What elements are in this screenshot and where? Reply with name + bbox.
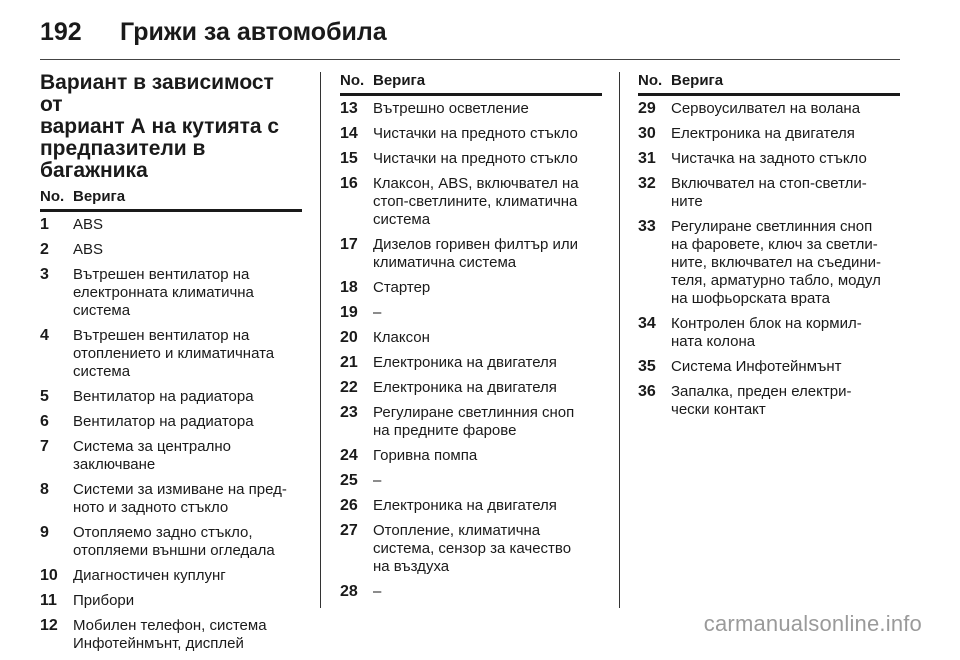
fuse-row bbox=[40, 567, 302, 585]
fuse-number: 25 bbox=[340, 472, 358, 489]
fuse-circuit: Дизелов горивен филтър или климатична система bbox=[373, 236, 579, 271]
fuse-number: 30 bbox=[638, 125, 656, 142]
fuse-circuit: Отопление, климатична система, сензор за качество на въздуха bbox=[373, 522, 572, 575]
fuse-row bbox=[340, 279, 602, 297]
fuse-row bbox=[40, 266, 302, 320]
fuse-number: 24 bbox=[340, 447, 358, 464]
page-title: Грижи за автомобила bbox=[120, 18, 387, 46]
fuse-circuit: Електроника на двигателя bbox=[373, 379, 557, 396]
fuse-number: 19 bbox=[340, 304, 358, 321]
fuse-number: 8 bbox=[40, 481, 49, 498]
fuse-row bbox=[340, 175, 602, 229]
fuse-circuit: Система за централно заключване bbox=[73, 438, 231, 473]
watermark: carmanualsonline.info bbox=[703, 611, 922, 636]
page-header bbox=[40, 12, 910, 52]
fuse-row bbox=[638, 383, 900, 419]
fuse-row bbox=[40, 617, 302, 653]
fuse-row bbox=[638, 358, 900, 376]
header-divider bbox=[40, 59, 900, 60]
fuse-circuit: Чистачки на предното стъкло bbox=[373, 125, 578, 142]
fuse-row bbox=[340, 447, 602, 465]
fuse-number: 21 bbox=[340, 354, 358, 371]
header-no: No. bbox=[638, 72, 663, 89]
fuse-circuit: Включвател на стоп-светли- ните bbox=[671, 175, 867, 210]
fuse-number: 2 bbox=[40, 241, 49, 258]
fuse-circuit: Сервоусилвател на волана bbox=[671, 100, 861, 117]
fuse-row bbox=[340, 304, 602, 322]
fuse-row bbox=[638, 125, 900, 143]
header-no: No. bbox=[40, 188, 65, 205]
table-header bbox=[340, 72, 602, 96]
table-header bbox=[638, 72, 900, 96]
fuse-circuit: Електроника на двигателя bbox=[671, 125, 855, 142]
fuse-number: 35 bbox=[638, 358, 656, 375]
fuse-number: 18 bbox=[340, 279, 358, 296]
fuse-number: 3 bbox=[40, 266, 49, 283]
fuse-number: 17 bbox=[340, 236, 358, 253]
fuse-row bbox=[40, 438, 302, 474]
column-divider-1 bbox=[320, 72, 321, 608]
fuse-row bbox=[40, 388, 302, 406]
fuse-row bbox=[40, 216, 302, 234]
section-title: Вариант в зависимост от вариант А на кутията с предпазители в багажника bbox=[40, 71, 280, 182]
fuse-number: 26 bbox=[340, 497, 358, 514]
fuse-circuit: – bbox=[373, 583, 382, 600]
fuse-number: 13 bbox=[340, 100, 358, 117]
fuse-row bbox=[340, 583, 602, 601]
fuse-number: 34 bbox=[638, 315, 656, 332]
fuse-row bbox=[340, 150, 602, 168]
fuse-circuit: Системи за измиване на пред- ното и задното стъкло bbox=[73, 481, 287, 516]
fuse-row bbox=[40, 413, 302, 431]
fuse-number: 28 bbox=[340, 583, 358, 600]
fuse-circuit: Чистачка на задното стъкло bbox=[671, 150, 867, 167]
header-no: No. bbox=[340, 72, 365, 89]
fuse-row bbox=[340, 379, 602, 397]
fuse-number: 14 bbox=[340, 125, 358, 142]
fuse-number: 1 bbox=[40, 216, 49, 233]
fuse-row bbox=[638, 218, 900, 308]
header-circuit: Верига bbox=[373, 72, 426, 89]
table-header bbox=[40, 188, 302, 212]
fuse-circuit: Регулиране светлинния сноп на фаровете, ключ за светли- ните, включвател на съедини- теля, арматурно табло, модул на шофьорската врата bbox=[671, 218, 881, 307]
fuse-number: 11 bbox=[40, 592, 57, 609]
fuse-number: 4 bbox=[40, 327, 49, 344]
fuse-number: 33 bbox=[638, 218, 656, 235]
page-number: 192 bbox=[40, 18, 82, 46]
header-circuit: Верига bbox=[73, 188, 126, 205]
fuse-circuit: Чистачки на предното стъкло bbox=[373, 150, 578, 167]
fuse-row bbox=[40, 524, 302, 560]
fuse-row bbox=[340, 472, 602, 490]
fuse-circuit: Електроника на двигателя bbox=[373, 497, 557, 514]
fuse-circuit: Вентилатор на радиатора bbox=[73, 388, 254, 405]
fuse-circuit: Регулиране светлинния сноп на предните фарове bbox=[373, 404, 575, 439]
fuse-number: 12 bbox=[40, 617, 58, 634]
fuse-number: 15 bbox=[340, 150, 358, 167]
fuse-circuit: Електроника на двигателя bbox=[373, 354, 557, 371]
fuse-list bbox=[340, 100, 602, 601]
fuse-row bbox=[40, 481, 302, 517]
fuse-circuit: Диагностичен куплунг bbox=[73, 567, 226, 584]
fuse-circuit: – bbox=[373, 304, 382, 321]
fuse-row bbox=[40, 592, 302, 610]
fuse-row bbox=[40, 241, 302, 259]
fuse-row bbox=[340, 329, 602, 347]
header-circuit: Верига bbox=[671, 72, 724, 89]
fuse-number: 9 bbox=[40, 524, 49, 541]
fuse-list bbox=[638, 100, 900, 419]
fuse-circuit: Контролен блок на кормил- ната колона bbox=[671, 315, 862, 350]
fuse-number: 36 bbox=[638, 383, 656, 400]
fuse-circuit: – bbox=[373, 472, 382, 489]
fuse-circuit: ABS bbox=[73, 216, 104, 233]
fuse-row bbox=[638, 100, 900, 118]
fuse-list bbox=[40, 216, 302, 653]
fuse-row bbox=[638, 315, 900, 351]
fuse-circuit: Вентилатор на радиатора bbox=[73, 413, 254, 430]
fuse-number: 10 bbox=[40, 567, 58, 584]
fuse-number: 29 bbox=[638, 100, 656, 117]
fuse-number: 22 bbox=[340, 379, 358, 396]
fuse-circuit: Система Инфотейнмънт bbox=[671, 358, 842, 375]
fuse-row bbox=[340, 100, 602, 118]
fuse-circuit: Клаксон bbox=[373, 329, 430, 346]
fuse-circuit: Вътрешно осветление bbox=[373, 100, 529, 117]
fuse-circuit: Клаксон, ABS, включвател на стоп-светлините, климатична система bbox=[373, 175, 579, 228]
fuse-row bbox=[40, 327, 302, 381]
fuse-column-3 bbox=[638, 72, 900, 426]
fuse-number: 16 bbox=[340, 175, 358, 192]
fuse-circuit: Стартер bbox=[373, 279, 431, 296]
fuse-number: 32 bbox=[638, 175, 656, 192]
fuse-number: 20 bbox=[340, 329, 358, 346]
fuse-number: 27 bbox=[340, 522, 358, 539]
fuse-number: 31 bbox=[638, 150, 656, 167]
fuse-circuit: ABS bbox=[73, 241, 104, 258]
column-divider-2 bbox=[619, 72, 620, 608]
fuse-column-2 bbox=[340, 72, 602, 608]
fuse-circuit: Прибори bbox=[73, 592, 135, 609]
fuse-row bbox=[340, 522, 602, 576]
fuse-row bbox=[638, 175, 900, 211]
fuse-row bbox=[340, 404, 602, 440]
fuse-number: 23 bbox=[340, 404, 358, 421]
fuse-circuit: Запалка, преден електри- чески контакт bbox=[671, 383, 852, 418]
fuse-row bbox=[340, 125, 602, 143]
fuse-circuit: Мобилен телефон, система Инфотейнмънт, дисплей bbox=[73, 617, 267, 652]
fuse-circuit: Отопляемо задно стъкло, отопляеми външни огледала bbox=[73, 524, 275, 559]
fuse-row bbox=[340, 236, 602, 272]
fuse-number: 5 bbox=[40, 388, 49, 405]
fuse-circuit: Горивна помпа bbox=[373, 447, 478, 464]
fuse-column-1 bbox=[40, 72, 302, 660]
fuse-circuit: Вътрешен вентилатор на електронната климатична система bbox=[73, 266, 254, 319]
fuse-number: 6 bbox=[40, 413, 49, 430]
fuse-number: 7 bbox=[40, 438, 49, 455]
fuse-row bbox=[340, 354, 602, 372]
fuse-circuit: Вътрешен вентилатор на отоплението и климатичната система bbox=[73, 327, 275, 380]
fuse-row bbox=[340, 497, 602, 515]
fuse-row bbox=[638, 150, 900, 168]
